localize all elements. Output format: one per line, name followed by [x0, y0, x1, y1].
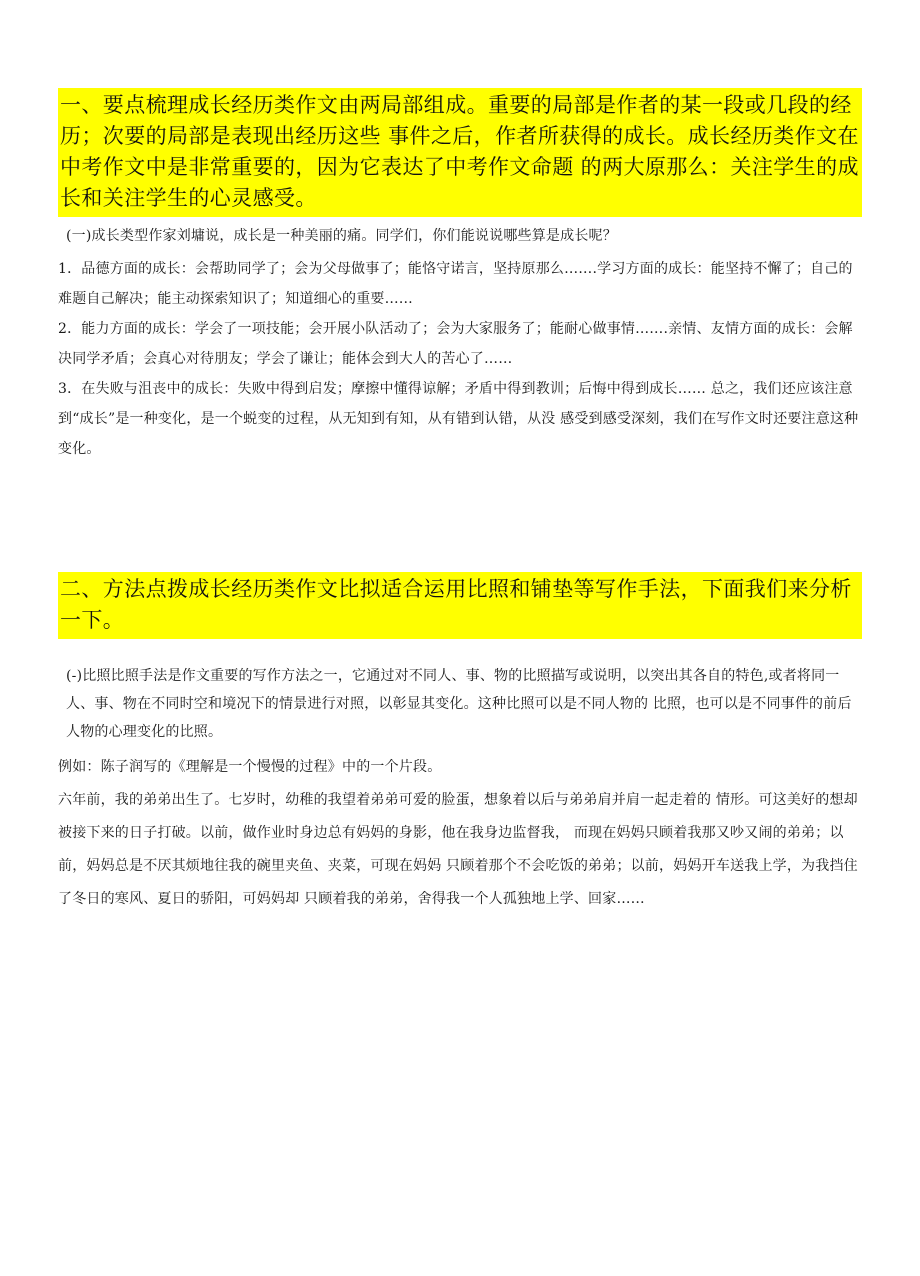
section1-item1: 1．品德方面的成长：会帮助同学了；会为父母做事了；能恪守诺言，坚持原那么…….学习方面的成长：能坚持不懈了；自己的难题自己解决；能主动探索知识了；知道细心的重要……	[58, 261, 853, 307]
section1-item3: 3．在失败与沮丧中的成长：失败中得到启发；摩擦中懂得谅解；矛盾中得到教训；后悔中得到成长…… 总之，我们还应该注意到“成长”是一种变化，是一个蜕变的过程，从无知到有知，从有错到认错，从没 感受到感受深刻，我们在写作文时还要注意这种变化。	[58, 381, 859, 457]
section1-intro: (一)成长类型作家刘墉说，成长是一种美丽的痛。同学们，你们能说说哪些算是成长呢？	[66, 228, 617, 244]
section1-heading: 一、要点梳理成长经历类作文由两局部组成。重要的局部是作者的某一段或几段的经历；次要的局部是表现出经历这些 事件之后，作者所获得的成长。成长经历类作文在中考作文中是非常重要的，因为它表达了中考作文命题 的两大原那么：关注学生的成长和关注学生的心灵感受。	[58, 88, 862, 217]
section2-body	[58, 662, 862, 916]
section2-heading: 二、方法点拨成长经历类作文比拟适合运用比照和铺垫等写作手法，下面我们来分析一下。	[58, 572, 862, 639]
section2-intro: (-)比照比照手法是作文重要的写作方法之一，它通过对不同人、事、物的比照描写或说明，以突出其各自的特色,或者将同一人、事、物在不同时空和境况下的情景进行对照，以彰显其变化。这种比照可以是不同人物的 比照，也可以是不同事件的前后人物的心理变化的比照。	[66, 668, 852, 740]
section1-item2: 2．能力方面的成长：学会了一项技能；会开展小队活动了；会为大家服务了；能耐心做事情…….亲情、友情方面的成长：会解决同学矛盾；会真心对待朋友；学会了谦让；能体会到大人的苦心了……	[58, 321, 853, 367]
section1-body	[58, 224, 862, 464]
section2-example-label: 例如：陈子润写的《理解是一个慢慢的过程》中的一个片段。	[58, 759, 442, 775]
section2-example-text: 六年前，我的弟弟出生了。七岁时，幼稚的我望着弟弟可爱的脸蛋，想象着以后与弟弟肩并肩一起走着的 情形。可这美好的想却被接下来的日子打破。以前，做作业时身边总有妈妈的身影，他在我身边监督我， 而现在妈妈只顾着我那又吵又闹的弟弟；以前，妈妈总是不厌其烦地往我的碗里夹鱼、夹菜，可现在妈妈 只顾着那个不会吃饭的弟弟；以前，妈妈开车送我上学，为我挡住了冬日的寒风、夏日的骄阳，可妈妈却 只顾着我的弟弟，舍得我一个人孤独地上学、回家……	[58, 792, 858, 907]
